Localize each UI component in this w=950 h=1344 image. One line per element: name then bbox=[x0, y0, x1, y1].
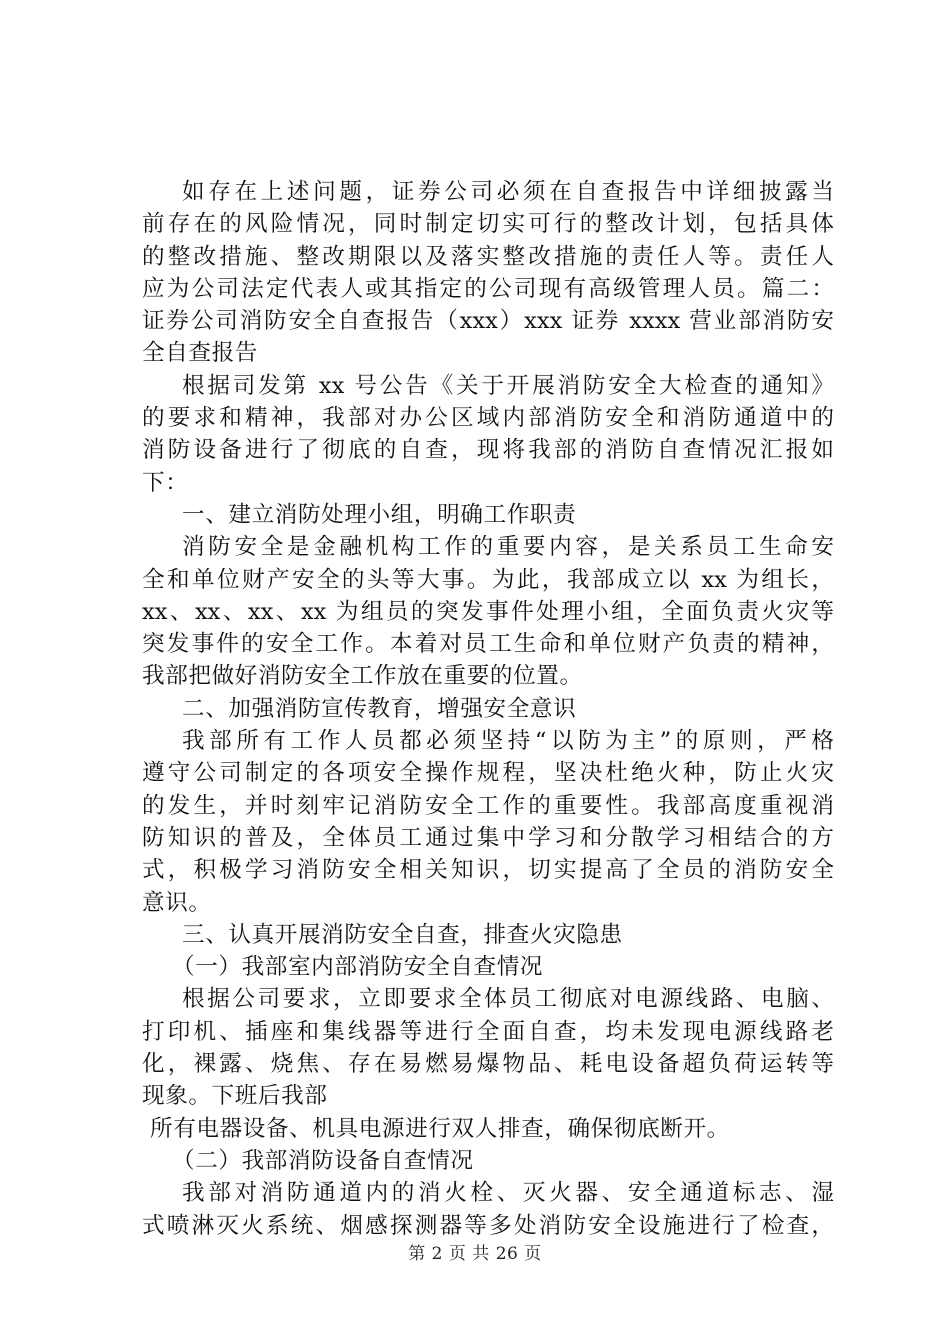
paragraph-line: 现象。下班后我部 bbox=[142, 1083, 328, 1110]
document-body bbox=[142, 176, 834, 1242]
paragraph-line: 化，裸露、烧焦、存在易燃易爆物品、耗电设备超负荷运转等 bbox=[142, 1051, 834, 1078]
section-heading: 一、建立消防处理小组，明确工作职责 bbox=[182, 501, 577, 528]
paragraph-line: 如存在上述问题，证券公司必须在自查报告中详细披露当 bbox=[182, 179, 834, 205]
paragraph-line: 下： bbox=[142, 469, 189, 496]
paragraph-line: 全和单位财产安全的头等大事。为此，我部成立以 xx 为组长， bbox=[142, 566, 834, 593]
paragraph-line: 式，积极学习消防安全相关知识，切实提高了全员的消防安全 bbox=[142, 857, 834, 884]
subsection-heading: （二）我部消防设备自查情况 bbox=[172, 1147, 474, 1174]
paragraph-line: xx、xx、xx、xx 为组员的突发事件处理小组，全面负责火灾等 bbox=[142, 598, 834, 625]
paragraph-line: 突发事件的安全工作。本着对员工生命和单位财产负责的精神， bbox=[142, 631, 834, 658]
paragraph-line: 消防安全是金融机构工作的重要内容，是关系员工生命安 bbox=[182, 534, 834, 561]
paragraph-line: 应为公司法定代表人或其指定的公司现有高级管理人员。篇二： bbox=[142, 275, 834, 302]
paragraph-line: 防知识的普及，全体员工通过集中学习和分散学习相结合的方 bbox=[142, 824, 834, 851]
section-heading: 三、认真开展消防安全自查，排查火灾隐患 bbox=[182, 921, 623, 948]
paragraph-line: 打印机、插座和集线器等进行全面自查，均未发现电源线路老 bbox=[142, 1018, 834, 1045]
paragraph-line: 证券公司消防安全自查报告（xxx）xxx 证券 xxxx 营业部消防安 bbox=[142, 308, 834, 335]
paragraph-line: 我部对消防通道内的消火栓、灭火器、安全通道标志、湿 bbox=[182, 1180, 834, 1207]
paragraph-line: 根据公司要求，立即要求全体员工彻底对电源线路、电脑、 bbox=[182, 986, 834, 1013]
paragraph-line: 根据司发第 xx 号公告《关于开展消防安全大检查的通知》 bbox=[182, 372, 834, 399]
page-number-footer: 第 2 页 共 26 页 bbox=[408, 1244, 542, 1264]
subsection-heading: （一）我部室内部消防安全自查情况 bbox=[172, 954, 544, 981]
paragraph-line: 式喷淋灭火系统、烟感探测器等多处消防安全设施进行了检查， bbox=[142, 1212, 834, 1239]
paragraph-line: 前存在的风险情况，同时制定切实可行的整改计划，包括具体 bbox=[142, 211, 834, 238]
paragraph-line: 的整改措施、整改期限以及落实整改措施的责任人等。责任人 bbox=[142, 243, 834, 270]
paragraph-line: 遵守公司制定的各项安全操作规程，坚决杜绝火种，防止火灾 bbox=[142, 760, 834, 787]
paragraph-line: 意识。 bbox=[142, 889, 212, 916]
paragraph-line: 全自查报告 bbox=[142, 340, 258, 367]
paragraph-line: 所有电器设备、机具电源进行双人排查，确保彻底断开。 bbox=[150, 1115, 730, 1142]
paragraph-line: 的要求和精神，我部对办公区域内部消防安全和消防通道中的 bbox=[142, 405, 834, 432]
paragraph-line: 我部所有工作人员都必须坚持“以防为主”的原则，严格 bbox=[182, 728, 834, 755]
paragraph-line: 消防设备进行了彻底的自查，现将我部的消防自查情况汇报如 bbox=[142, 437, 834, 464]
paragraph-line: 的发生，并时刻牢记消防安全工作的重要性。我部高度重视消 bbox=[142, 792, 834, 819]
paragraph-line: 我部把做好消防安全工作放在重要的位置。 bbox=[142, 663, 583, 690]
section-heading: 二、加强消防宣传教育，增强安全意识 bbox=[182, 695, 577, 722]
